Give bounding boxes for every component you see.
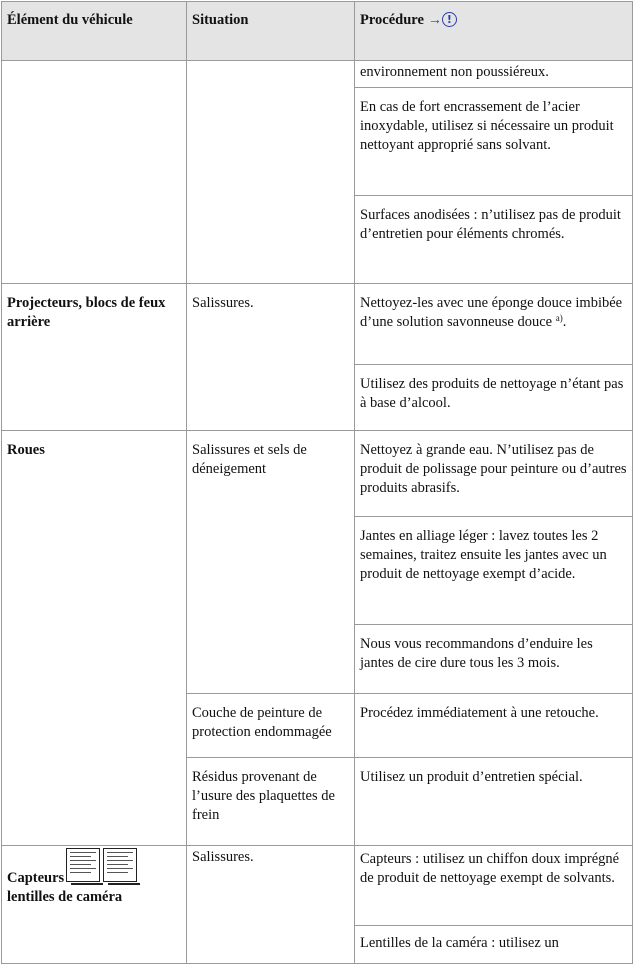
situation-cell — [187, 61, 355, 284]
header-situation: Situation — [187, 2, 355, 61]
camera-label-line: lentilles de caméra — [7, 889, 123, 905]
table-header-row — [2, 2, 633, 61]
procedure-cell: Lentilles de la caméra : utilisez un — [355, 926, 633, 964]
element-cell — [2, 846, 187, 964]
situation-cell: Salissures. — [187, 284, 355, 431]
table-row — [2, 846, 633, 926]
situation-cell: Résidus provenant de l’usure des plaquettes de frein — [187, 758, 355, 846]
situation-cell: Couche de peinture de protection endommagée — [187, 694, 355, 758]
procedure-cell: Nettoyez à grande eau. N’utilisez pas de produit de polissage pour peinture ou d’autres produits abrasifs. — [355, 431, 633, 517]
element-cell: Projecteurs, blocs de feux arrière — [2, 284, 187, 431]
procedure-cell: Procédez immédiatement à une retouche. — [355, 694, 633, 758]
footnote-mark[interactable]: a) — [555, 313, 563, 323]
procedure-cell: environnement non poussiéreux. — [355, 61, 633, 88]
situation-cell: Salissures. — [187, 846, 355, 964]
procedure-cell: Surfaces anodisées : n’utilisez pas de produit d’entretien pour éléments chromés. — [355, 196, 633, 284]
procedure-cell: Utilisez des produits de nettoyage n’étant pas à base d’alcool. — [355, 365, 633, 431]
care-table — [1, 1, 633, 964]
procedure-cell: Utilisez un produit d’entretien spécial. — [355, 758, 633, 846]
sensor-label-line: Capteurs — [7, 848, 181, 888]
sensor-thumbnail-icon — [66, 848, 140, 884]
procedure-cell: En cas de fort encrassement de l’acier inoxydable, utilisez si nécessaire un produit nettoyant approprié sans solvant. — [355, 88, 633, 196]
table-row — [2, 431, 633, 517]
table-row — [2, 61, 633, 88]
element-cell — [2, 61, 187, 284]
header-element: Élément du véhicule — [2, 2, 187, 61]
procedure-cell: Nous vous recommandons d’enduire les jantes de cire dure tous les 3 mois. — [355, 625, 633, 694]
procedure-cell: Nettoyez-les avec une éponge douce imbibée d’une solution savonneuse douce $^{a)}$. — [355, 284, 633, 365]
warning-circle-icon[interactable]: → ! — [428, 11, 457, 30]
procedure-cell: Capteurs : utilisez un chiffon doux imprégné de produit de nettoyage exempt de solvants. — [355, 846, 633, 926]
situation-cell: Salissures et sels de déneigement — [187, 431, 355, 694]
element-cell: Roues — [2, 431, 187, 846]
procedure-cell: Jantes en alliage léger : lavez toutes les 2 semaines, traitez ensuite les jantes avec un produit de nettoyage exempt d’acide. — [355, 517, 633, 625]
table-row — [2, 284, 633, 365]
header-procedure: Procédure → ! — [355, 2, 633, 61]
